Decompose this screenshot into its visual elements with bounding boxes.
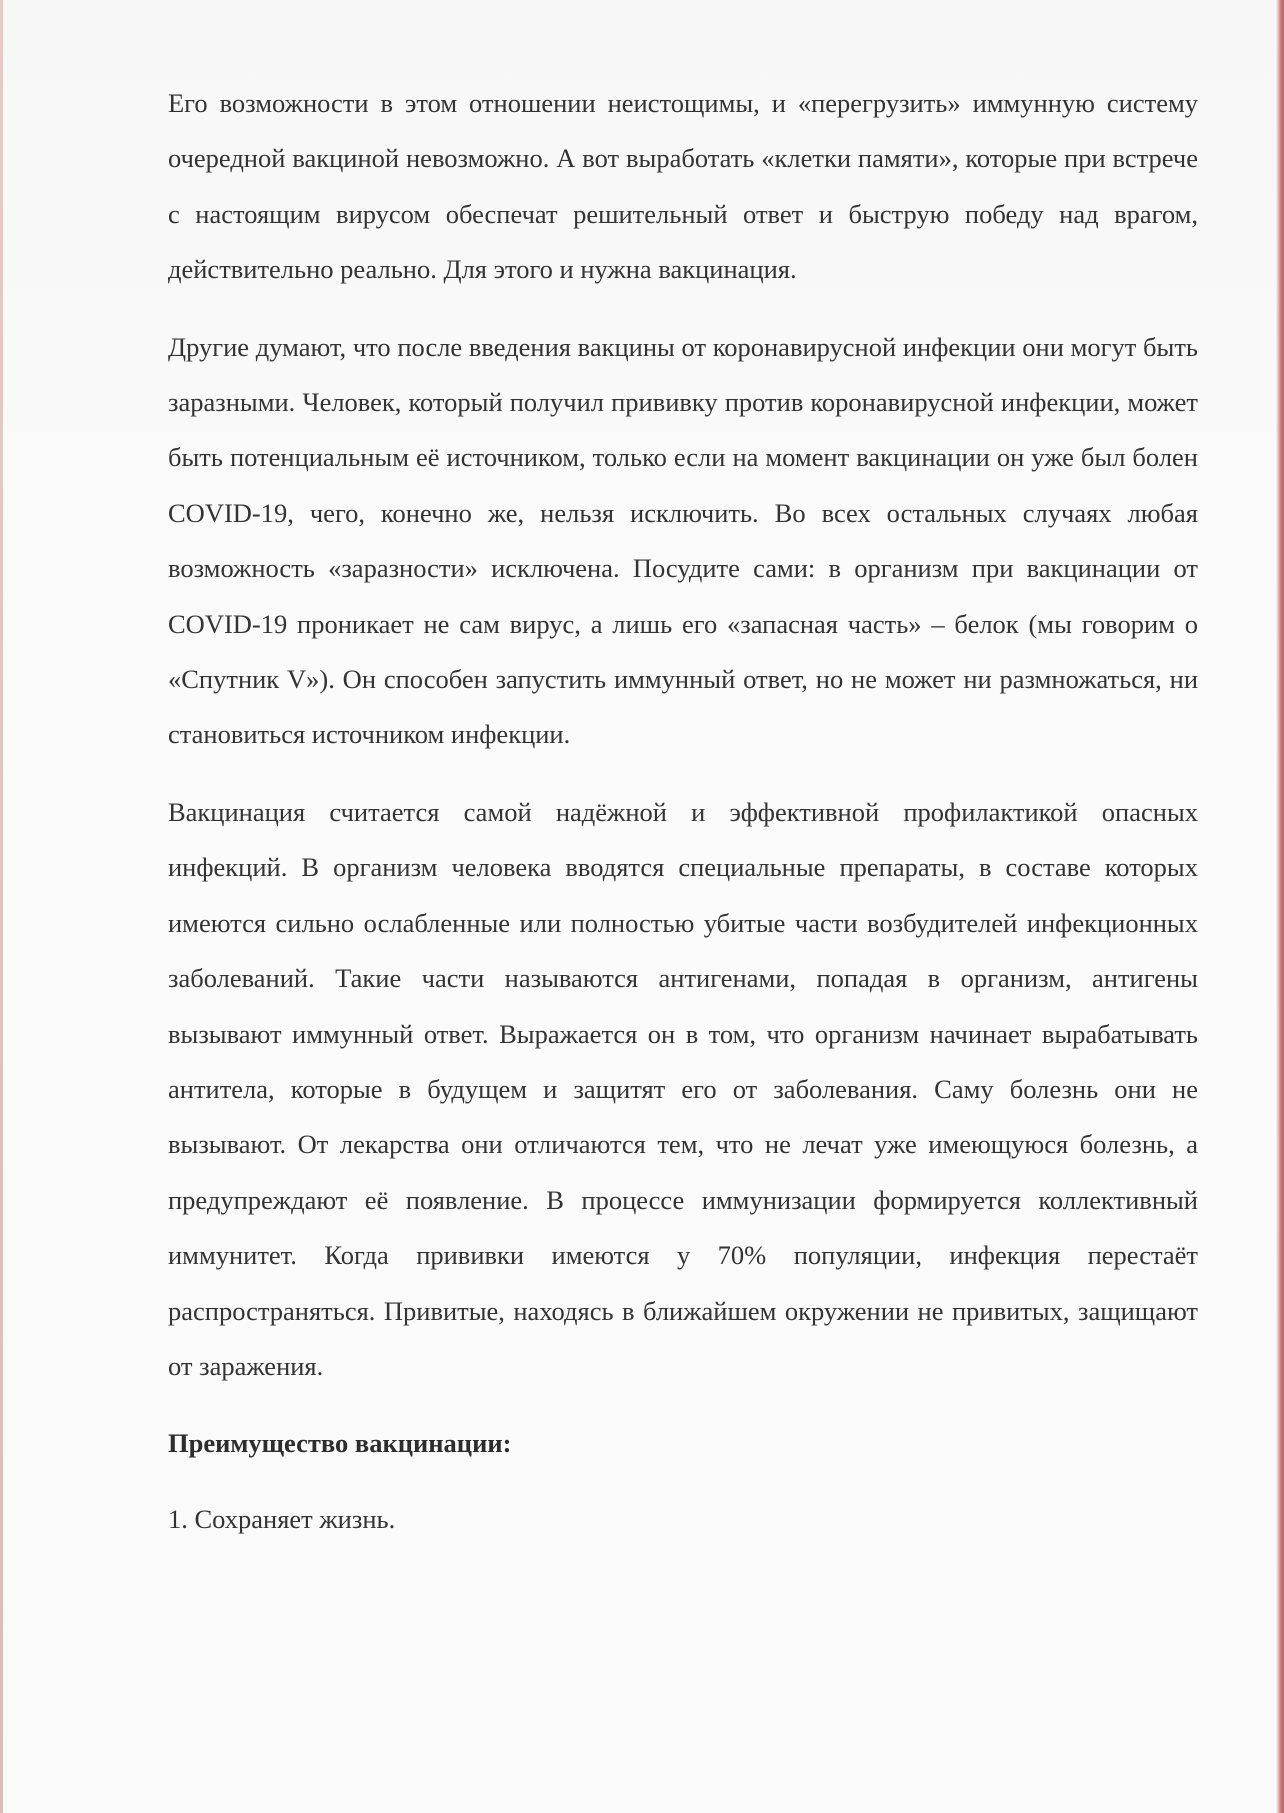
list-item: 1. Сохраняет жизнь. [168,1503,396,1534]
page-left-edge [0,0,3,1813]
paragraph-vaccination-prevention: Вакцинация считается самой надёжной и эффективной профилактикой опасных инфекций. В организм человека вводятся специальные препараты, в составе которых имеются сильно ослабленные или полностью убитые части возбудителей инфекционных заболеваний. Такие части называются антигенами, попадая в организм, антигены вызывают иммунный ответ. Выражается он в том, что организм начинает вырабатывать антитела, которые в будущем и защитят его от заболевания. Саму болезнь они не вызывают. От лекарства они отличаются тем, что не лечат уже имеющуюся болезнь, а предупреждают её появление. В процессе иммунизации формируется коллективный иммунитет. Когда прививки имеются у 70% популяции, инфекция перестаёт распространяться. Привитые, находясь в ближайшем окружении не привитых, защищают от заражения. [168,796,1198,1381]
page-right-edge [1276,0,1284,1813]
paragraph-contagiousness: Другие думают, что после введения вакцины от коронавирусной инфекции они могут быть заразными. Человек, который получил прививку против коронавирусной инфекции, может быть потенциальным её источником, только если на момент вакцинации он уже был болен COVID-19, чего, конечно же, нельзя исключить. Во всех остальных случаях любая возможность «заразности» исключена. Посудите сами: в организм при вакцинации от COVID-19 проникает не сам вирус, а лишь его «запасная часть» – белок (мы говорим о «Спутник V»). Он способен запустить иммунный ответ, но не может ни размножаться, ни становиться источником инфекции. [168,331,1198,750]
section-heading: Преимущество вакцинации: [168,1428,512,1459]
paragraph-immune-capacity: Его возможности в этом отношении неистощимы, и «перегрузить» иммунную систему очередной вакциной невозможно. А вот выработать «клетки памяти», которые при встрече с настоящим вирусом обеспечат решительный ответ и быструю победу над врагом, действительно реально. Для этого и нужна вакцинация. [168,88,1198,285]
document-body [168,76,1198,1547]
